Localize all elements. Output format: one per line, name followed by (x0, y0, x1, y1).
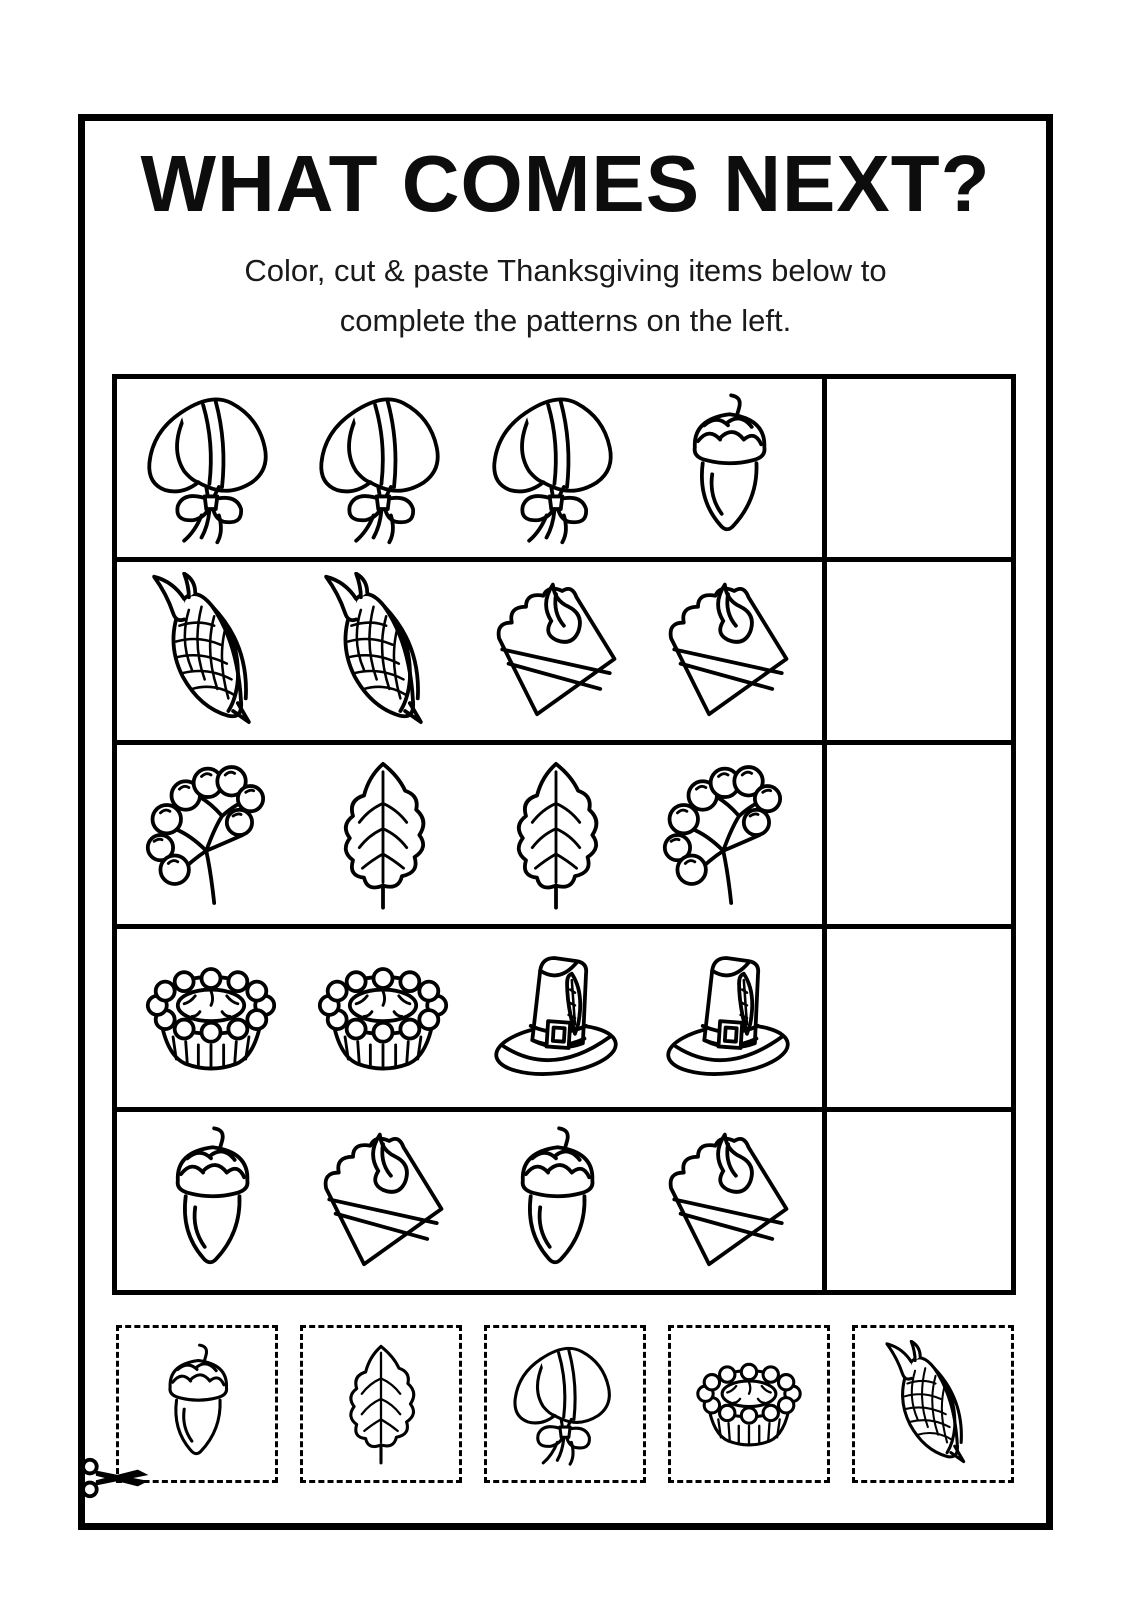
cutout-box-pie[interactable] (668, 1325, 830, 1483)
pilgrim-hat-icon (649, 939, 807, 1097)
answer-cell[interactable] (822, 929, 1011, 1107)
pattern-row (117, 929, 1011, 1112)
pattern-cells (117, 745, 822, 923)
cutout-box-bonnet[interactable] (484, 1325, 646, 1483)
bonnet-icon (477, 389, 635, 547)
bonnet-icon (132, 389, 290, 547)
leaf-icon (304, 756, 462, 914)
corn-icon (132, 572, 290, 730)
cutout-box-leaf[interactable] (300, 1325, 462, 1483)
pattern-row (117, 745, 1011, 928)
pattern-cells (117, 562, 822, 740)
pattern-cells (117, 379, 822, 557)
answer-cell[interactable] (822, 562, 1011, 740)
pie-icon (685, 1340, 813, 1468)
instructions (128, 246, 1003, 346)
leaf-icon (317, 1340, 445, 1468)
answer-cell[interactable] (822, 745, 1011, 923)
acorn-icon (477, 1122, 635, 1280)
corn-icon (304, 572, 462, 730)
acorn-icon (133, 1340, 261, 1468)
berries-icon (132, 756, 290, 914)
answer-cell[interactable] (822, 379, 1011, 557)
page-title: WHAT COMES NEXT? (140, 139, 991, 228)
pattern-row (117, 562, 1011, 745)
pattern-cells (117, 929, 822, 1107)
pattern-cells (117, 1112, 822, 1290)
leaf-icon (477, 756, 635, 914)
pie-slice-icon (477, 572, 635, 730)
pie-icon (304, 939, 462, 1097)
instructions-line-1: Color, cut & paste Thanksgiving items below to (244, 253, 887, 288)
instructions-line-2: complete the patterns on the left. (339, 303, 792, 339)
pie-slice-icon (649, 572, 807, 730)
pattern-row (117, 379, 1011, 562)
pie-slice-icon (649, 1122, 807, 1280)
cutout-box-corn[interactable] (852, 1325, 1014, 1483)
pie-icon (132, 939, 290, 1097)
corn-icon (869, 1340, 997, 1468)
bonnet-icon (501, 1340, 629, 1468)
berries-icon (649, 756, 807, 914)
pattern-row (117, 1112, 1011, 1290)
bonnet-icon (304, 389, 462, 547)
pie-slice-icon (304, 1122, 462, 1280)
pilgrim-hat-icon (477, 939, 635, 1097)
answer-cell[interactable] (822, 1112, 1011, 1290)
acorn-icon (132, 1122, 290, 1280)
pattern-table (112, 374, 1016, 1295)
acorn-icon (649, 389, 807, 547)
scissors-icon (80, 1452, 156, 1504)
cutout-row (116, 1325, 1014, 1483)
